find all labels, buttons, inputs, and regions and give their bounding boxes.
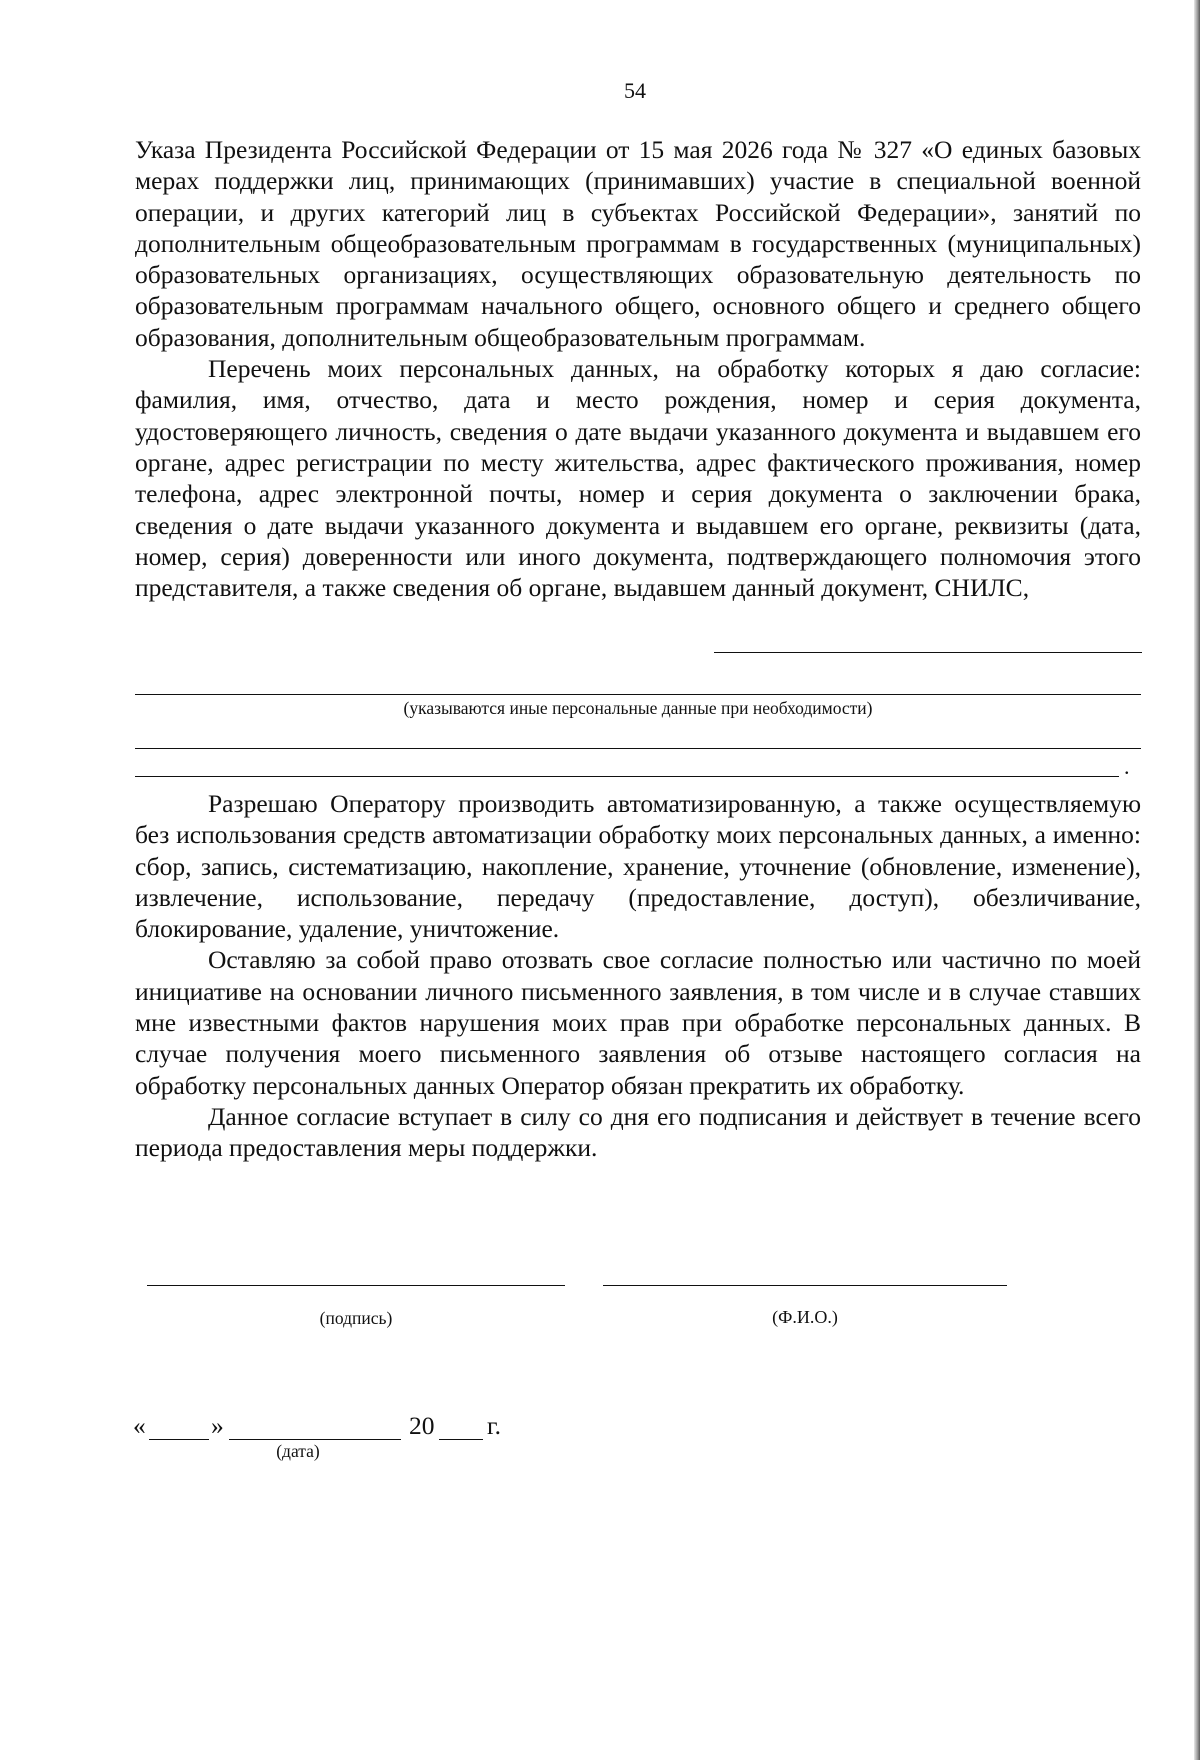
full-name-line[interactable]: [603, 1285, 1007, 1286]
consent-text-block-1: [135, 134, 1141, 603]
paragraph-validity-period: Данное согласие вступает в силу со дня его подписания и действует в течение всего периода предоставления меры поддержки.: [135, 1101, 1141, 1163]
other-data-caption: (указываются иные персональные данные при необходимости): [403, 698, 873, 718]
full-name-caption: (Ф.И.О.): [772, 1307, 838, 1327]
paragraph-processing-permission: Разрешаю Оператору производить автоматизированную, а также осуществляемую без использования средств автоматизации обработку моих персональных данных, а именно: сбор, запись, систематизацию, накопление, хранение, уточнение (обновление, изменение), извлечение, использование, передачу (предоставление, доступ), обезличивание, блокирование, удаление, уничтожение.: [135, 789, 1141, 944]
scan-edge-shadow: [1194, 0, 1200, 1760]
snils-fill-line[interactable]: [714, 652, 1142, 653]
date-day-line[interactable]: [149, 1439, 209, 1440]
date-year-prefix: 20: [409, 1411, 435, 1440]
other-data-fill-line-1[interactable]: [135, 694, 1141, 695]
date-year-line[interactable]: [439, 1439, 483, 1440]
other-data-fill-line-2[interactable]: [135, 748, 1141, 749]
date-caption: (дата): [276, 1441, 320, 1461]
other-data-fill-line-3[interactable]: [135, 776, 1119, 777]
date-year-suffix: г.: [487, 1411, 501, 1440]
fill-line-end-dot: .: [1124, 754, 1130, 779]
page-number: 54: [624, 78, 646, 103]
paragraph-personal-data-list: Перечень моих персональных данных, на обработку которых я даю согласие: фамилия, имя, отчество, дата и место рождения, номер и серия документа, удостоверяющего личность, сведения о дате выдачи указанного документа и выдавшем его органе, адрес регистрации по месту жительства, адрес фактического проживания, номер телефона, адрес электронной почты, номер и серия документа о заключении брака, сведения о дате выдачи указанного документа и выдавшем его органе, реквизиты (дата, номер, серия) доверенности или иного документа, подтверждающего полномочия этого представителя, а также сведения об органе, выдавшем данный документ, СНИЛС,: [135, 354, 1141, 603]
date-open-quote: «: [133, 1411, 146, 1440]
date-close-quote: »: [211, 1411, 224, 1440]
paragraph-decree-reference: Указа Президента Российской Федерации от 15 мая 2026 года № 327 «О единых базовых мерах поддержки лиц, принимающих (принимавших) участие в специальной военной операции, и других категорий лиц в субъектах Российской Федерации», занятий по дополнительным общеобразовательным программам в государственных (муниципальных) образовательных организациях, осуществляющих образовательную деятельность по образовательным программам начального общего, основного общего и среднего общего образования, дополнительным общеобразовательным программам.: [135, 135, 1141, 352]
consent-text-block-2: [135, 788, 1141, 1164]
date-month-line[interactable]: [229, 1439, 401, 1440]
signature-caption: (подпись): [319, 1308, 393, 1328]
paragraph-withdrawal-right: Оставляю за собой право отозвать свое согласие полностью или частично по моей инициативе на основании личного письменного заявления, в том числе и в случае ставших мне известными фактов нарушения моих прав при обработке персональных данных. В случае получения моего письменного заявления об отзыве настоящего согласия на обработку персональных данных Оператор обязан прекратить их обработку.: [135, 945, 1141, 1100]
signature-line[interactable]: [147, 1285, 565, 1286]
